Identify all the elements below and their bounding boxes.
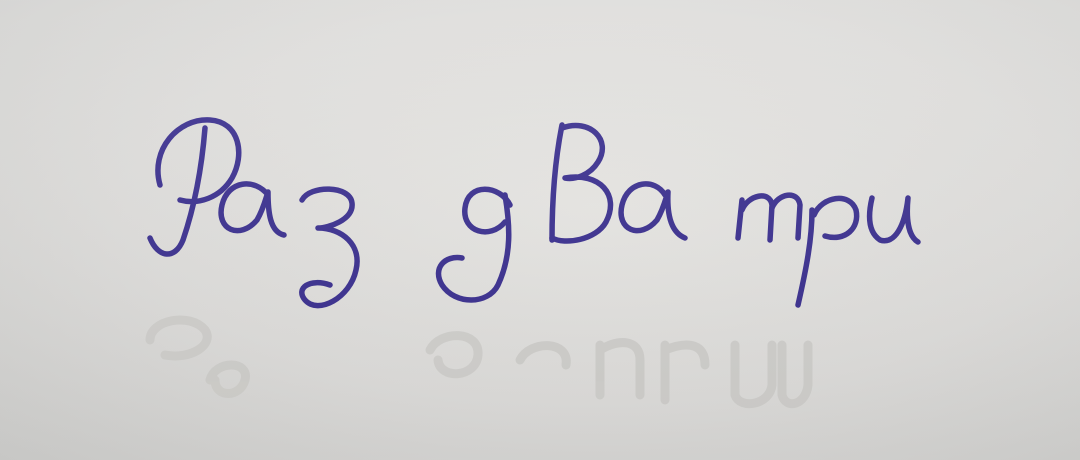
letter-r-lower — [798, 198, 857, 305]
letter-v — [552, 125, 611, 241]
letter-a-2 — [621, 184, 685, 238]
letter-i — [870, 198, 918, 242]
letter-R-cyrillic — [150, 120, 239, 254]
embossed-ghost-impression — [150, 320, 808, 404]
letter-t — [738, 195, 800, 240]
letter-z — [302, 189, 357, 305]
letter-a — [221, 184, 284, 235]
letter-d — [439, 189, 510, 300]
ink-strokes — [150, 120, 918, 306]
